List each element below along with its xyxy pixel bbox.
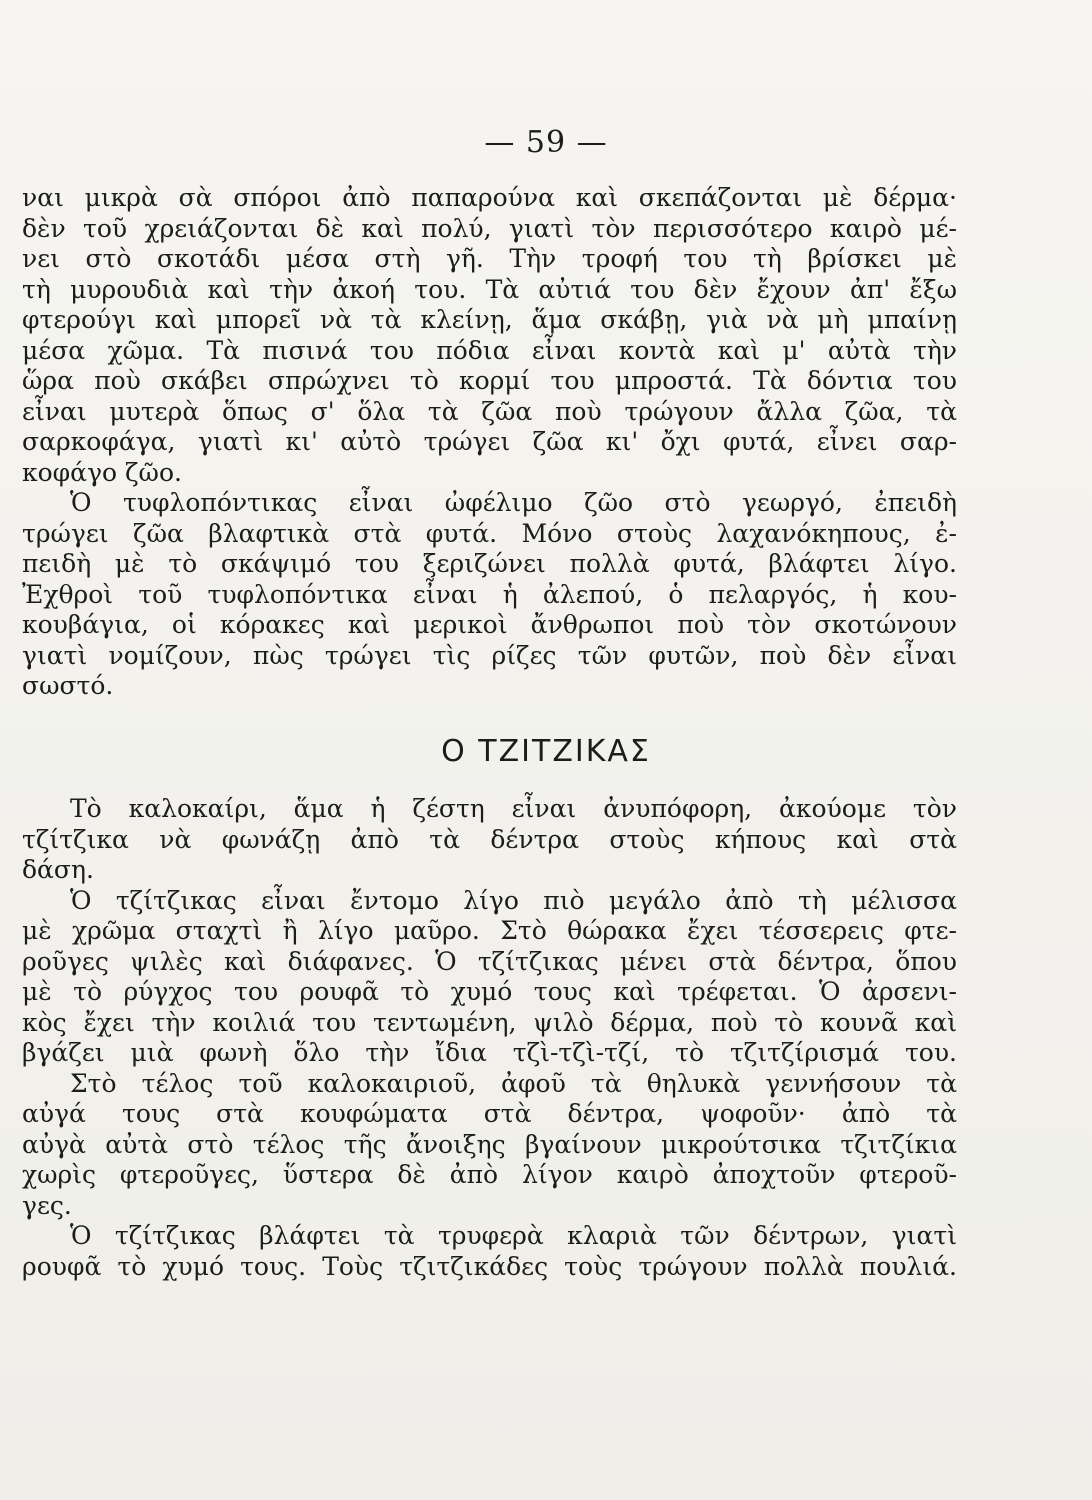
text-line: σαρκοφάγα, γιατὶ κι' αὐτὸ τρώγει ζῶα κι' ὄχι φυτά, εἶνει σαρ- bbox=[22, 427, 957, 456]
text-line: ροῦγες ψιλὲς καὶ διάφανες. Ὁ τζίτζικας μένει στὰ δέντρα, ὅπου bbox=[22, 946, 957, 976]
text-line: χωρὶς φτεροῦγες, ὕστερα δὲ ἀπὸ λίγον καιρὸ ἀποχτοῦν φτεροῦ- bbox=[22, 1160, 957, 1189]
text-line: δάση. bbox=[22, 855, 94, 884]
text-line: τὴ μυρουδιὰ καὶ τὴν ἀκοή του. Τὰ αὐτιά του δὲν ἔχουν ἀπ' ἔξω bbox=[22, 274, 957, 304]
text-line: κὸς ἔχει τὴν κοιλιά του τεντωμένη, ψιλὸ δέρμα, ποὺ τὸ κουνᾶ καὶ bbox=[22, 1007, 957, 1037]
text-line: γιατὶ νομίζουν, πὼς τρώγει τὶς ρίζες τῶν φυτῶν, ποὺ δὲν εἶναι bbox=[22, 640, 957, 670]
text-line: πειδὴ μὲ τὸ σκάψιμό του ξεριζώνει πολλὰ φυτά, βλάφτει λίγο. bbox=[22, 549, 957, 578]
text-line: σωστό. bbox=[22, 671, 114, 700]
text-line: Τὸ καλοκαίρι, ἅμα ἡ ζέστη εἶναι ἀνυπόφορη, ἀκούομε τὸν bbox=[70, 794, 957, 823]
text-line: Ὁ τυφλοπόντικας εἶναι ὠφέλιμο ζῶο στὸ γεωργό, ἐπειδὴ bbox=[70, 488, 957, 517]
text-line: ρουφᾶ τὸ χυμό τους. Τοὺς τζιτζικάδες τοὺς τρώγουν πολλὰ πουλιά. bbox=[22, 1251, 957, 1281]
text-line: νει στὸ σκοτάδι μέσα στὴ γῆ. Τὴν τροφή του τὴ βρίσκει μὲ bbox=[22, 244, 957, 273]
text-line: Στὸ τέλος τοῦ καλοκαιριοῦ, ἀφοῦ τὰ θηλυκὰ γεννήσουν τὰ bbox=[70, 1068, 957, 1098]
text-line: γες. bbox=[22, 1190, 72, 1220]
text-line: δὲν τοῦ χρειάζονται δὲ καὶ πολύ, γιατὶ τὸν περισσότερο καιρὸ μέ- bbox=[22, 213, 957, 243]
text-line: μὲ χρῶμα σταχτὶ ἢ λίγο μαῦρο. Στὸ θώρακα ἔχει τέσσερεις φτε- bbox=[22, 916, 957, 945]
text-line: αὐγὰ αὐτὰ στὸ τέλος τῆς ἄνοιξης βγαίνουν μικρούτσικα τζιτζίκια bbox=[22, 1129, 957, 1159]
text-line: βγάζει μιὰ φωνὴ ὅλο τὴν ἴδια τζὶ-τζὶ-τζί, τὸ τζιτζίρισμά του. bbox=[22, 1038, 957, 1067]
text-line: Ὁ τζίτζικας εἶναι ἔντομο λίγο πιὸ μεγάλο ἀπὸ τὴ μέλισσα bbox=[70, 885, 957, 915]
text-line: κουβάγια, οἱ κόρακες καὶ μερικοὶ ἄνθρωποι ποὺ τὸν σκοτώνουν bbox=[22, 610, 957, 639]
text-line: κοφάγο ζῶο. bbox=[22, 457, 182, 487]
text-line: ὥρα ποὺ σκάβει σπρώχνει τὸ κορμί του μπροστά. Τὰ δόντια του bbox=[22, 366, 957, 395]
text-line: μὲ τὸ ρύγχος του ρουφᾶ τὸ χυμό τους καὶ τρέφεται. Ὁ ἀρσενι- bbox=[22, 977, 957, 1006]
text-line: μέσα χῶμα. Τὰ πισινά του πόδια εἶναι κοντὰ καὶ μ' αὐτὰ τὴν bbox=[22, 335, 957, 365]
body-text-bottom bbox=[22, 794, 957, 1282]
text-line: εἶναι μυτερὰ ὅπως σ' ὅλα τὰ ζῶα ποὺ τρώγουν ἄλλα ζῶα, τὰ bbox=[22, 396, 957, 426]
text-line: αὐγά τους στὰ κουφώματα στὰ δέντρα, ψοφοῦν· ἀπὸ τὰ bbox=[22, 1099, 957, 1128]
section-title: Ο ΤΖΙΤΖΙΚΑΣ bbox=[441, 734, 651, 769]
text-line: Ἐχθροὶ τοῦ τυφλοπόντικα εἶναι ἡ ἀλεπού, ὁ πελαργός, ἡ κου- bbox=[22, 579, 957, 609]
body-text-top bbox=[22, 183, 957, 702]
text-line: φτερούγι καὶ μπορεῖ νὰ τὰ κλείνῃ, ἅμα σκάβῃ, γιὰ νὰ μὴ μπαίνῃ bbox=[22, 305, 957, 334]
text-line: τζίτζικα νὰ φωνάζῃ ἀπὸ τὰ δέντρα στοὺς κήπους καὶ στὰ bbox=[22, 824, 957, 854]
text-line: Ὁ τζίτζικας βλάφτει τὰ τρυφερὰ κλαριὰ τῶν δέντρων, γιατὶ bbox=[70, 1221, 957, 1250]
text-line: τρώγει ζῶα βλαφτικὰ στὰ φυτά. Μόνο στοὺς λαχανόκηπους, ἐ- bbox=[22, 518, 957, 548]
text-line: ναι μικρὰ σὰ σπόροι ἀπὸ παπαρούνα καὶ σκεπάζονται μὲ δέρμα· bbox=[22, 183, 957, 212]
page-number: — 59 — bbox=[484, 125, 608, 160]
